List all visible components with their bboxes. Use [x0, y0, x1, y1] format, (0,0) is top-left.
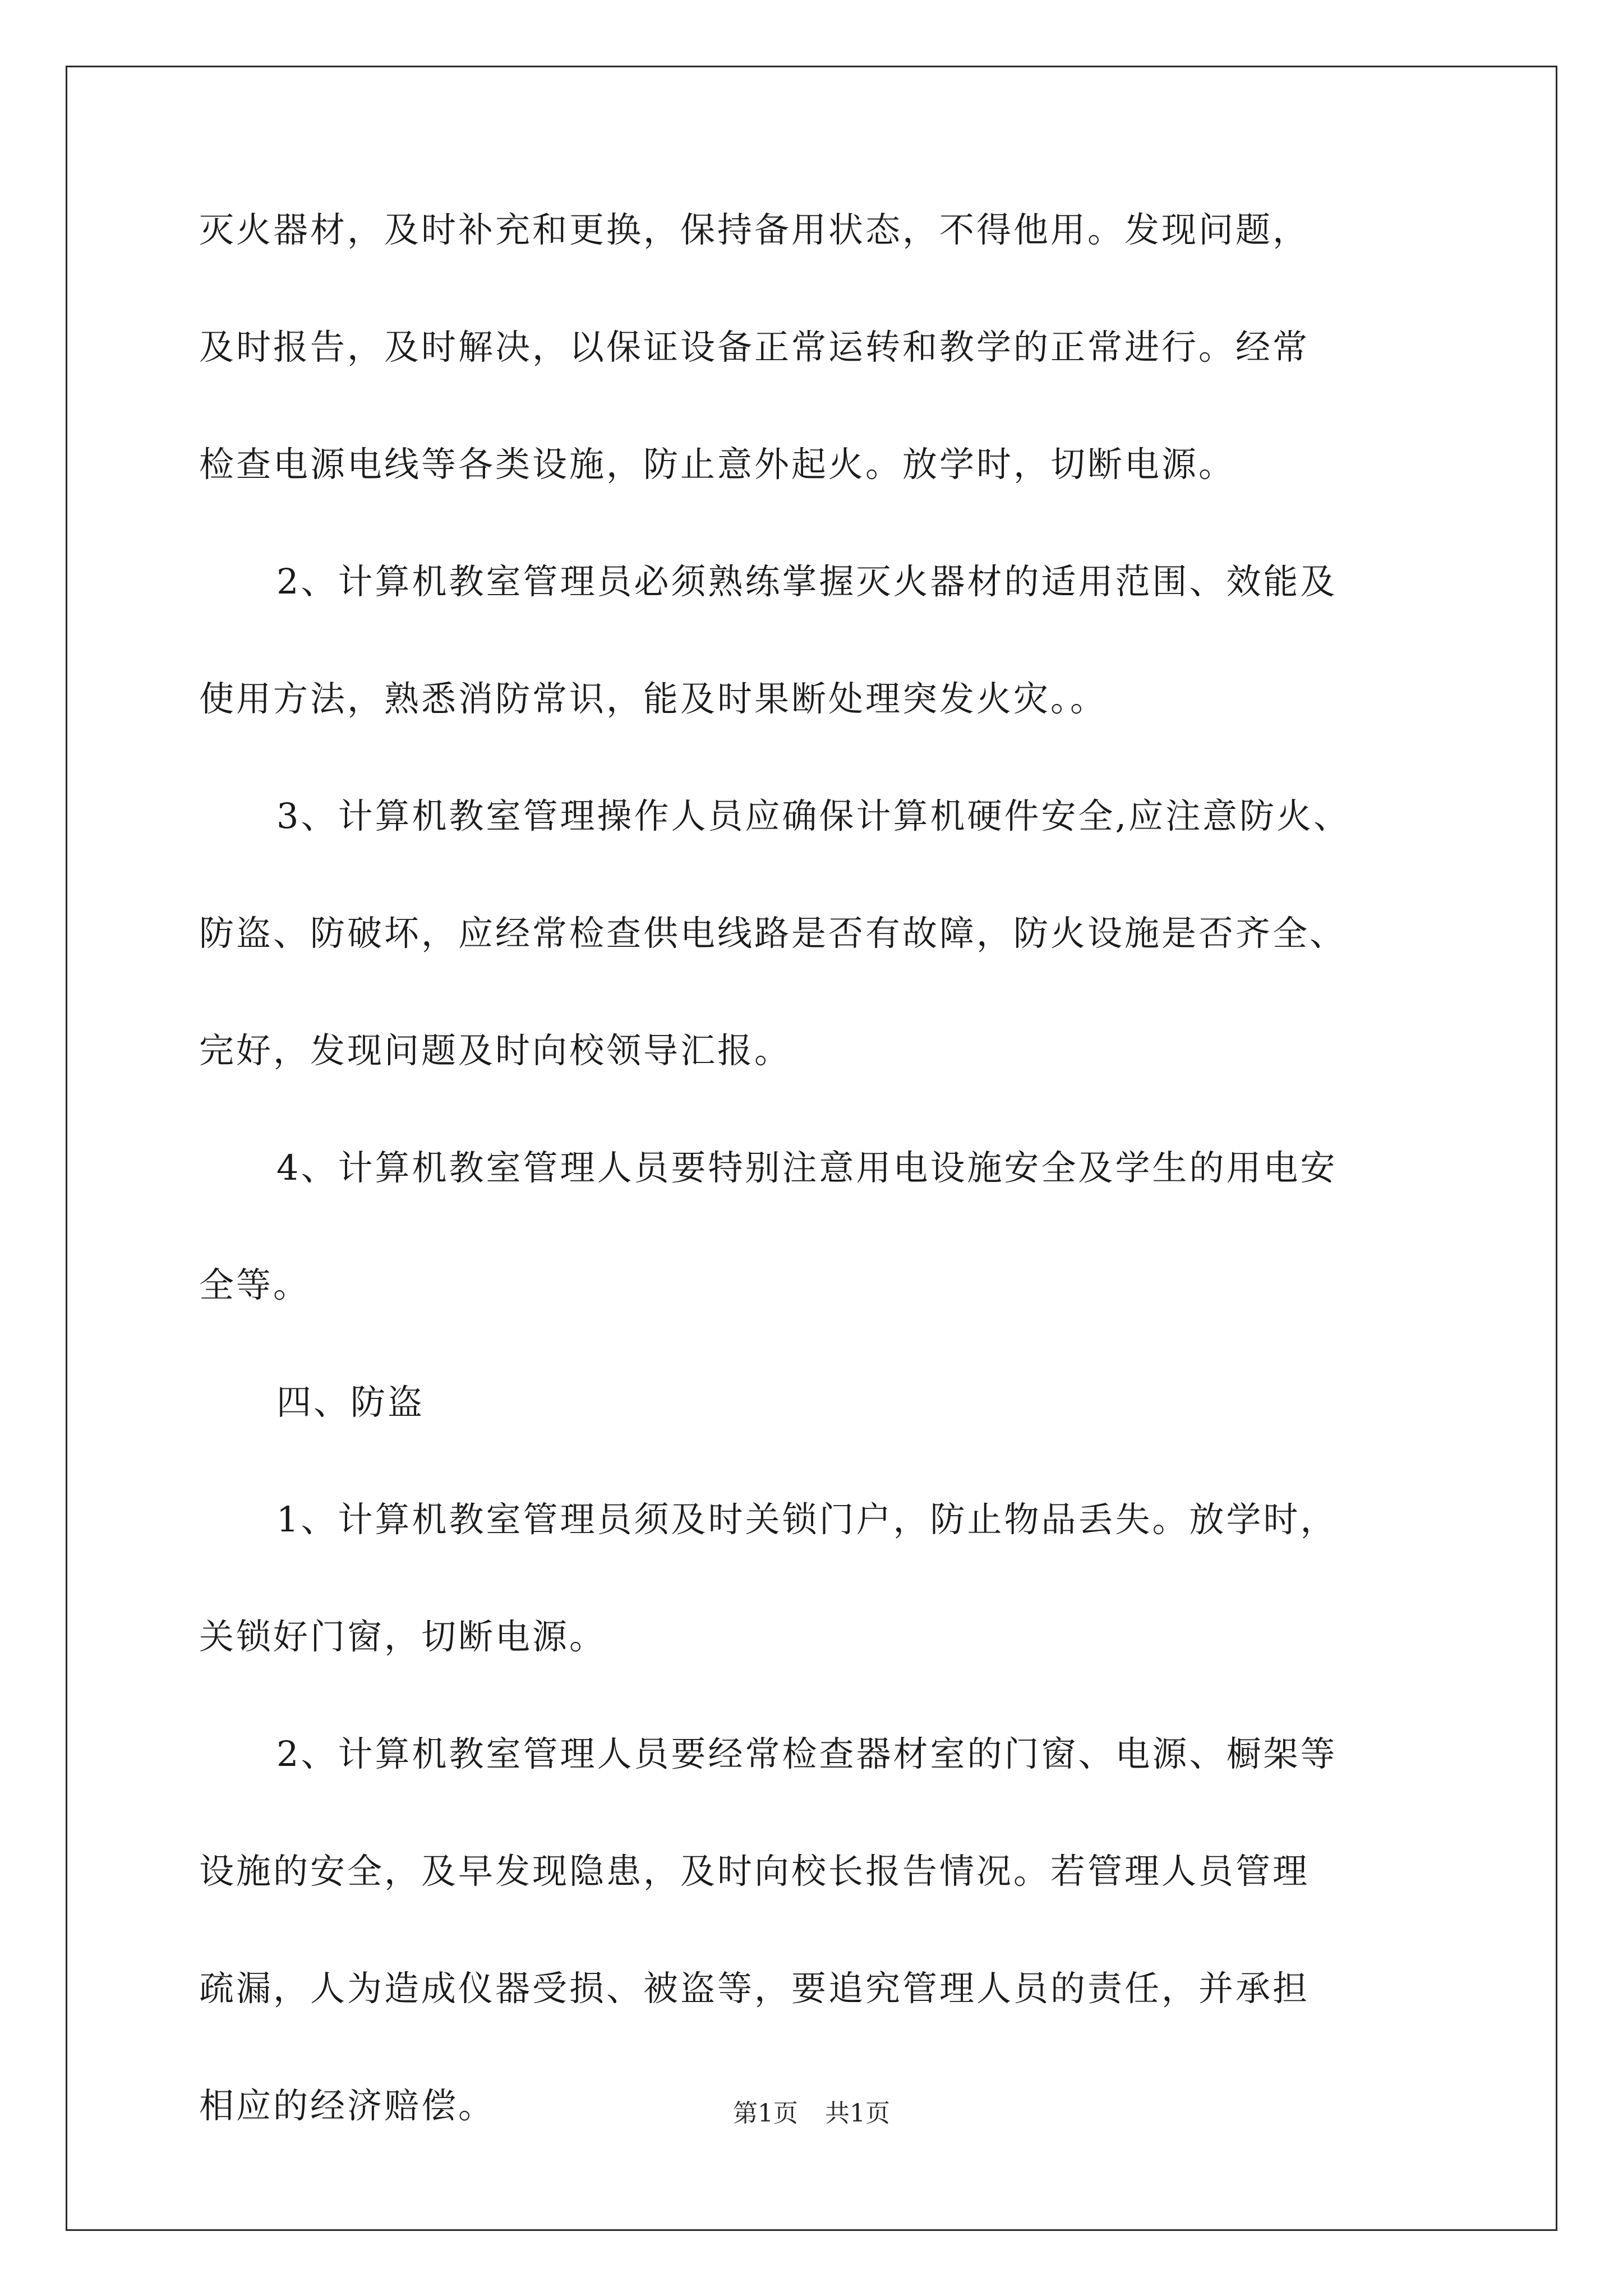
- page-number: 第1页: [733, 2099, 798, 2128]
- text-line: 全等。: [199, 1264, 311, 1305]
- text-line: 1、计算机教室管理员须及时关锁门户，防止物品丢失。放学时，: [276, 1499, 1338, 1540]
- text-line: 3、计算机教室管理操作人员应确保计算机硬件安全,应注意防火、: [276, 795, 1351, 836]
- page-footer: [0, 2097, 1623, 2131]
- text-line: 及时报告，及时解决，以保证设备正常运转和教学的正常进行。经常: [199, 326, 1310, 367]
- text-line: 完好，发现问题及时向校领导汇报。: [199, 1030, 792, 1071]
- section-heading: 四、防盗: [276, 1382, 425, 1423]
- text-line: 使用方法，熟悉消防常识，能及时果断处理突发火灾。。: [199, 678, 1108, 719]
- document-body: [199, 194, 1433, 2187]
- text-line: 疏漏，人为造成仪器受损、被盗等，要追究管理人员的责任，并承担: [199, 1968, 1310, 2009]
- text-line: 2、计算机教室管理人员要经常检查器材室的门窗、电源、橱架等: [276, 1733, 1338, 1774]
- page-total: 共1页: [825, 2099, 890, 2128]
- text-line: 关锁好门窗，切断电源。: [199, 1616, 607, 1657]
- text-line: 4、计算机教室管理人员要特别注意用电设施安全及学生的用电安: [276, 1147, 1338, 1188]
- text-line: 相应的经济赔偿。: [199, 2085, 496, 2126]
- text-line: 灭火器材，及时补充和更换，保持备用状态，不得他用。发现问题，: [199, 209, 1310, 250]
- text-line: 检查电源电线等各类设施，防止意外起火。放学时，切断电源。: [199, 444, 1236, 485]
- text-line: 设施的安全，及早发现隐患，及时向校长报告情况。若管理人员管理: [199, 1851, 1310, 1892]
- text-line: 2、计算机教室管理员必须熟练掌握灭火器材的适用范围、效能及: [276, 561, 1338, 602]
- text-line: 防盗、防破坏，应经常检查供电线路是否有故障，防火设施是否齐全、: [199, 913, 1347, 954]
